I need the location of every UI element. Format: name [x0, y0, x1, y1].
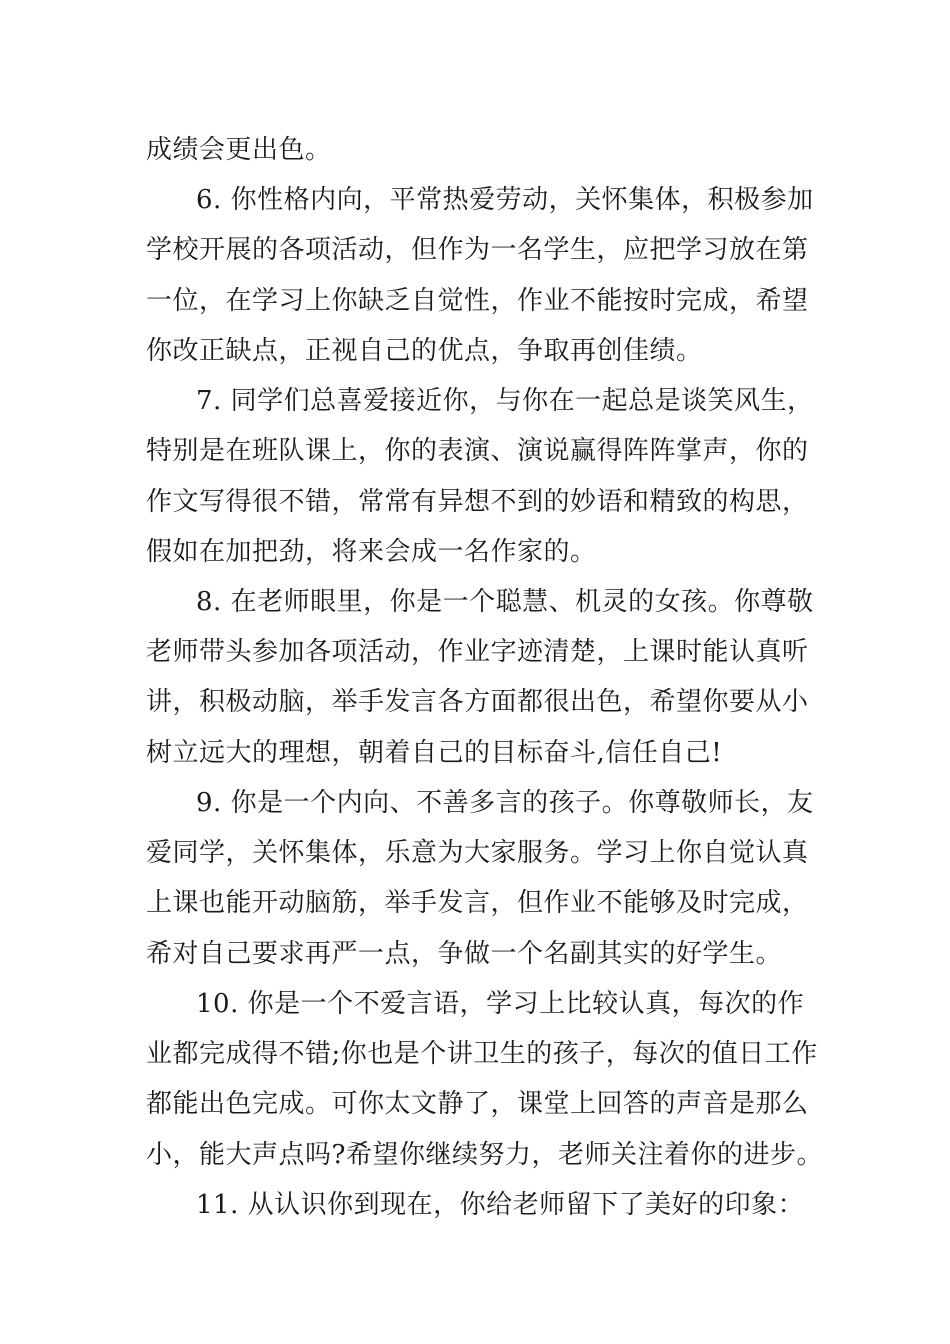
text-line: 你改正缺点，正视自己的优点，争取再创佳绩。 [146, 336, 703, 366]
text-line: 成绩会更出色。 [146, 135, 332, 165]
text-line: 一位，在学习上你缺乏自觉性，作业不能按时完成，希望 [146, 286, 809, 316]
text-line: 特别是在班队课上，你的表演、演说赢得阵阵掌声，你的 [146, 436, 809, 466]
text-line: 爱同学，关怀集体，乐意为大家服务。学习上你自觉认真 [146, 838, 809, 868]
text-line: 作文写得很不错，常常有异想不到的妙语和精致的构思， [146, 487, 809, 517]
text-line: 业都完成得不错;你也是个讲卫生的孩子，每次的值日工作 [146, 1039, 818, 1069]
text-line: 10. 你是一个不爱言语，学习上比较认真，每次的作 [196, 989, 805, 1019]
text-line: 9. 你是一个内向、不善多言的孩子。你尊敬师长，友 [196, 788, 814, 818]
text-line: 假如在加把劲，将来会成一名作家的。 [146, 537, 597, 567]
text-line: 小，能大声点吗?希望你继续努力，老师关注着你的进步。 [146, 1140, 823, 1170]
text-line: 上课也能开动脑筋，举手发言，但作业不能够及时完成， [146, 888, 809, 918]
text-line: 8. 在老师眼里，你是一个聪慧、机灵的女孩。你尊敬 [196, 587, 814, 617]
text-line: 都能出色完成。可你太文静了，课堂上回答的声音是那么 [146, 1089, 809, 1119]
text-line: 7. 同学们总喜爱接近你，与你在一起总是谈笑风生， [196, 386, 814, 416]
text-line: 6. 你性格内向，平常热爱劳动，关怀集体，积极参加 [196, 185, 814, 215]
text-line: 学校开展的各项活动，但作为一名学生，应把学习放在第 [146, 235, 809, 265]
text-line: 11. 从认识你到现在，你给老师留下了美好的印象： [196, 1190, 805, 1220]
text-line: 树立远大的理想，朝着自己的目标奋斗,信任自己! [146, 738, 723, 768]
text-line: 老师带头参加各项活动，作业字迹清楚，上课时能认真听 [146, 637, 809, 667]
text-line: 希对自己要求再严一点，争做一个名副其实的好学生。 [146, 939, 783, 969]
text-line: 讲，积极动脑，举手发言各方面都很出色，希望你要从小 [146, 687, 809, 717]
